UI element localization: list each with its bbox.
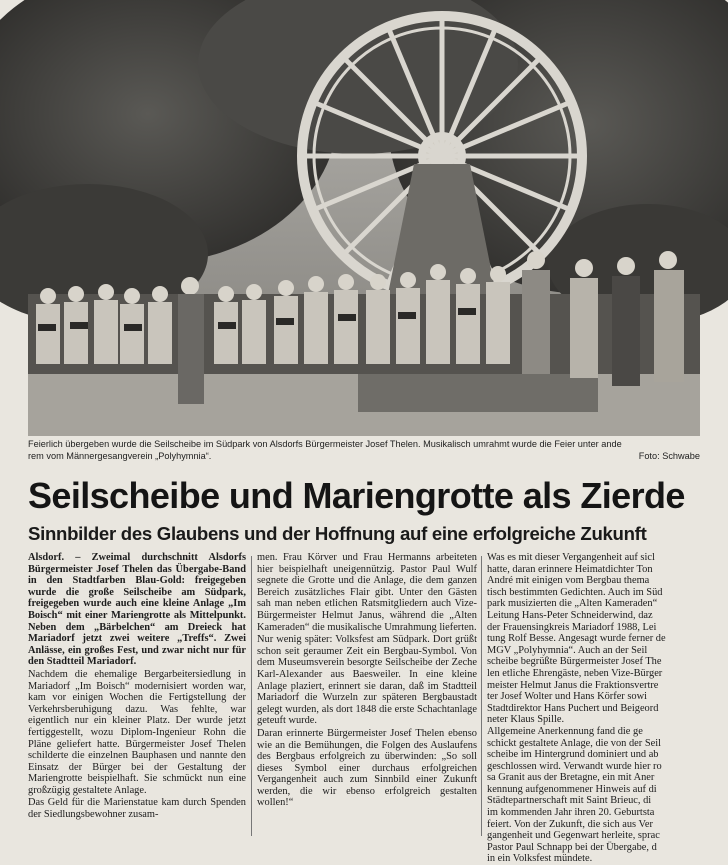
article-line: geschlossen wird. Verwandt wurde hier ro xyxy=(487,760,662,772)
article-line: scheibe im Hintergrund dominiert und ab xyxy=(487,749,659,761)
article-lead: Alsdorf. – Zweimal durchschnitt Alsdorfs Bürgermeister Josef Thelen das Übergabe-Band in den Stadtfarben Blau-Gold: freigegeben wurde die große Seilscheibe am Südpark, freigegeben wurde auch eine kleine Anlage „Im Boisch“ mit einer Mariengrotte als Mittelpunkt. Neben dem „Bärbelchen“ am Dreieck hat Mariadorf jetzt zwei weitere „Treffs“. Zwei Anlässe, ein großes Fest, und zwar nicht nur für den Stadtteil Mariadorf. xyxy=(28,552,246,668)
article-line: Städtepartnerschaft mit Saint Brieuc, di xyxy=(487,795,652,807)
article-line: Pastor Paul Schnapp bei der Übergabe, d xyxy=(487,841,657,853)
article-line: tisch bestimmten Gedichten. Auch im Süd xyxy=(487,586,663,598)
article-column-1 xyxy=(28,552,246,836)
article-line: André mit einigen vom Bergbau thema xyxy=(487,575,650,587)
photo-caption xyxy=(28,438,700,474)
article-line: der Frauensingkreis Mariadorf 1988, Lei xyxy=(487,621,657,633)
article-column-2 xyxy=(257,552,477,836)
article-paragraph: Das Geld für die Marienstatue kam durch Spenden der Siedlungsbewohner zusam- xyxy=(28,797,246,821)
article-line: sa Granit aus der Bretagne, ein mit Aner xyxy=(487,772,655,784)
article-line: Was es mit dieser Vergangenheit auf sicl xyxy=(487,552,655,563)
article-line: park musizierten die „Alten Kameraden“ xyxy=(487,598,658,610)
article-line: gangenheit und Gegenwart herleite, sprac xyxy=(487,830,660,842)
article-paragraph: Nachdem die ehemalige Bergarbeitersiedlung in Mariadorf „Im Boisch“ modernisiert worden war, kam vor einigen Wochen die Fertigstellung der Verkehrsberuhigung dazu. Was fehlte, war eigentlich nur ein kleiner Platz. Der wurde jetzt fertiggestellt, wozu Diplom-Ingenieur Rohn die Pläne geliefert hatte. Bürgermeister Josef Thelen schilderte die einzelnen Bauphasen und nannte den Einsatz der Bürger bei der Gestaltung der Mariengrotte beispielhaft. Sie schmückt nun eine großzügig gestaltete Anlage. xyxy=(28,668,246,796)
article-line: len etliche Ehrengäste, neben Vize-Bürger xyxy=(487,667,663,679)
article-column-3 xyxy=(487,552,703,865)
photo-illustration xyxy=(28,4,700,436)
caption-line-1: Feierlich übergeben wurde die Seilscheibe im Südpark von Alsdorfs Bürgermeister Josef Thelen. Musikalisch umrahmt wurde die Feier unter ande xyxy=(28,439,622,449)
column-divider xyxy=(251,556,252,836)
article-line: ter Josef Wolter und Hans Körfer sowi xyxy=(487,691,647,703)
article-line: MGV „Polyhymnia“. Auch an der Seil xyxy=(487,644,648,656)
article-line: Allgemeine Anerkennung fand die ge xyxy=(487,725,643,737)
article-paragraph: Nur wenig später: Volksfest am Südpark. Dort grüßt schon seit geraumer Zeit ein Bergbau-Symbol. Von dem Museumsverein besorgte Seilscheibe der Zeche Karl-Alexander aus Baesweiler. In eine kleine Anlage plaziert, erinnert sie daran, daß im Stadtteil Mariadorf die Wurzeln zur späteren Bergbaustadt gelegt wurden, als dort 1848 die erste Schachtanlage geteuft wurde. xyxy=(257,634,477,727)
headline: Seilscheibe und Mariengrotte als Zierde xyxy=(28,475,685,516)
article-line: neter Klaus Spille. xyxy=(487,714,565,726)
article-line: kennung aufgenommener Hinweis auf di xyxy=(487,783,657,795)
article-line: hatte, daran erinnere Heimatdichter Ton xyxy=(487,563,653,575)
subheadline: Sinnbilder des Glaubens und der Hoffnung auf eine erfolgreiche Zukunft xyxy=(28,523,647,544)
photo-credit: Foto: Schwabe xyxy=(638,451,700,461)
article-line: Stadtdirektor Hans Puchert und Beigeord xyxy=(487,702,659,714)
article-paragraph: Daran erinnerte Bürgermeister Josef Thelen ebenso wie an die Bemühungen, die Folgen des Auslaufens des Bergbaus erfolgreich zu überwinden: „So soll dieses Symbol einer durchaus erfolgreichen Vergangenheit auch zum Sinnbild einer Zukunft werden, die wir ebenso erfolgreich gestalten wollen!“ xyxy=(257,727,477,809)
article-line: Leitung Hans-Peter Schneiderwind, daz xyxy=(487,609,653,621)
article-line: feiert. Von der Zukunft, die sich aus Ver xyxy=(487,818,653,830)
article-line: tung Rolf Besse. Angesagt wurde ferner de xyxy=(487,633,666,645)
column-divider xyxy=(481,556,482,836)
article-line: schickt gestaltete Anlage, die von der Seil xyxy=(487,737,661,749)
article-line: meister Helmut Janus die Fraktionsvertre xyxy=(487,679,659,691)
article-paragraph: men. Frau Körver und Frau Hermanns arbeiteten hier beispielhaft uneigennützig. Pastor Paul Wulf segnete die Grotte und die Anlage, die dem ganzen Bereich zusätzliches Flair gibt. Unter den Gästen sah man neben etlichen Ratsmitgliedern auch Vize-Bürgermeister Helmut Janus, während die „Alten Kameraden“ die musikalische Umrahmung lieferten. xyxy=(257,552,477,633)
newspaper-photo xyxy=(28,4,700,436)
article-line: in ein Volksfest mündete. xyxy=(487,853,593,865)
article-line: im kommenden Jahr ihren 20. Geburtsta xyxy=(487,807,655,819)
caption-line-2: rem vom Männergesangverein „Polyhymnia“. xyxy=(28,451,212,461)
article-line: scheibe begrüßte Bürgermeister Josef The xyxy=(487,656,662,668)
